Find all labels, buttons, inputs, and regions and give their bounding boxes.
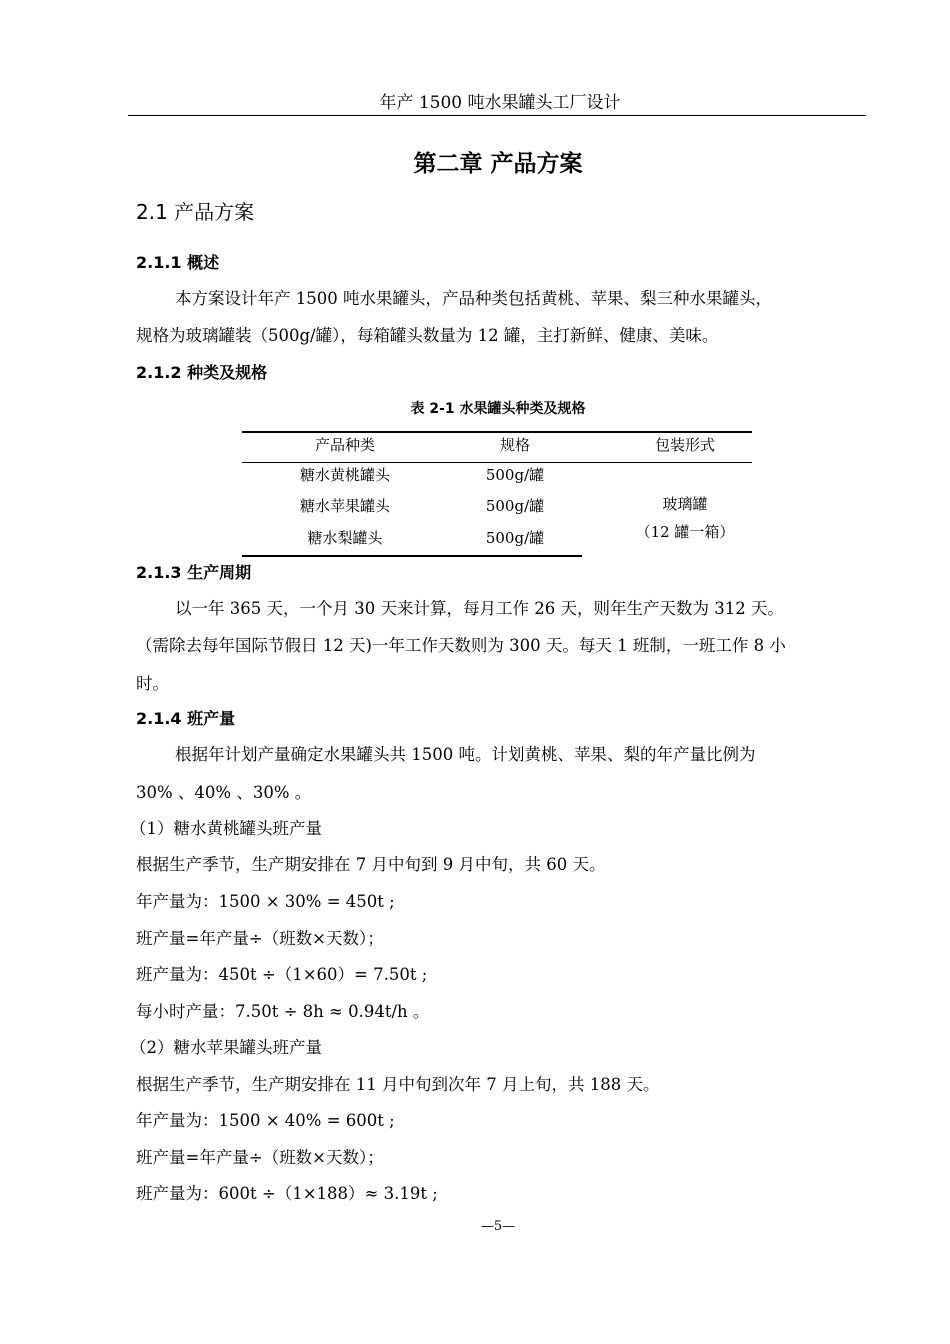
paragraph-line: （2）糖水苹果罐头班产量	[130, 1038, 322, 1057]
table-cell: 500g/罐	[485, 466, 545, 484]
table-cell: 糖水黄桃罐头	[299, 466, 390, 484]
formula-line: 班产量为：600t ÷（1×188）≈ 3.19t ;	[136, 1184, 438, 1203]
paragraph-line: （1）糖水黄桃罐头班产量	[130, 819, 322, 838]
table-cell: 500g/罐	[485, 529, 545, 547]
table-cell: 糖水苹果罐头	[299, 497, 390, 515]
header-rule	[128, 115, 866, 116]
formula-line: 年产量为：1500 × 40% = 600t ;	[136, 1111, 395, 1130]
section-heading: 2.1 产品方案	[136, 200, 255, 224]
table-bottom-rule	[242, 555, 582, 557]
subsection-heading-2-1-1: 2.1.1 概述	[136, 253, 220, 272]
paragraph-line: 根据年计划产量确定水果罐头共 1500 吨。计划黄桃、苹果、梨的年产量比例为	[175, 745, 756, 764]
formula-line: 班产量=年产量÷（班数×天数）；	[136, 929, 384, 948]
running-header: 年产 1500 吨水果罐头工厂设计	[379, 93, 621, 113]
subsection-heading-2-1-3: 2.1.3 生产周期	[136, 563, 252, 582]
formula-line: 班产量=年产量÷（班数×天数）；	[136, 1148, 384, 1167]
paragraph-line: 本方案设计年产 1500 吨水果罐头，产品种类包括黄桃、苹果、梨三种水果罐头，	[175, 289, 772, 308]
table-top-rule	[242, 431, 752, 433]
paragraph-line: 规格为玻璃罐装（500g/罐），每箱罐头数量为 12 罐，主打新鲜、健康、美味。	[136, 326, 719, 345]
paragraph-line: 根据生产季节，生产期安排在 7 月中旬到 9 月中旬，共 60 天。	[136, 855, 606, 874]
table-packaging-cell: （12 罐一箱）	[635, 523, 735, 541]
paragraph-line: （需除去每年国际节假日 12 天)一年工作天数则为 300 天。每天 1 班制，一班工作 8 小	[136, 636, 786, 655]
subsection-heading-2-1-2: 2.1.2 种类及规格	[136, 363, 268, 382]
page-number: —5—	[480, 1219, 516, 1234]
paragraph-line: 时。	[136, 674, 169, 693]
table-header-cell: 产品种类	[314, 436, 375, 454]
table-caption: 表 2-1 水果罐头种类及规格	[410, 401, 586, 417]
formula-line: 年产量为：1500 × 30% = 450t ;	[136, 892, 395, 911]
paragraph-line: 以一年 365 天，一个月 30 天来计算，每月工作 26 天，则年生产天数为 312 天。	[175, 599, 784, 618]
table-header-rule	[242, 462, 752, 463]
formula-line: 每小时产量：7.50t ÷ 8h ≈ 0.94t/h 。	[136, 1002, 430, 1021]
table-packaging-cell: 玻璃罐	[662, 495, 708, 513]
formula-line: 班产量为：450t ÷（1×60）= 7.50t ;	[136, 965, 428, 984]
subsection-heading-2-1-4: 2.1.4 班产量	[136, 709, 236, 728]
table-header-cell: 包装形式	[654, 436, 715, 454]
paragraph-line: 根据生产季节，生产期安排在 11 月中旬到次年 7 月上旬，共 188 天。	[136, 1075, 660, 1094]
table-cell: 糖水梨罐头	[307, 529, 383, 547]
paragraph-line: 30% 、40% 、30% 。	[136, 783, 312, 802]
table-cell: 500g/罐	[485, 497, 545, 515]
chapter-title: 第二章 产品方案	[413, 151, 583, 177]
table-header-cell: 规格	[499, 436, 530, 454]
